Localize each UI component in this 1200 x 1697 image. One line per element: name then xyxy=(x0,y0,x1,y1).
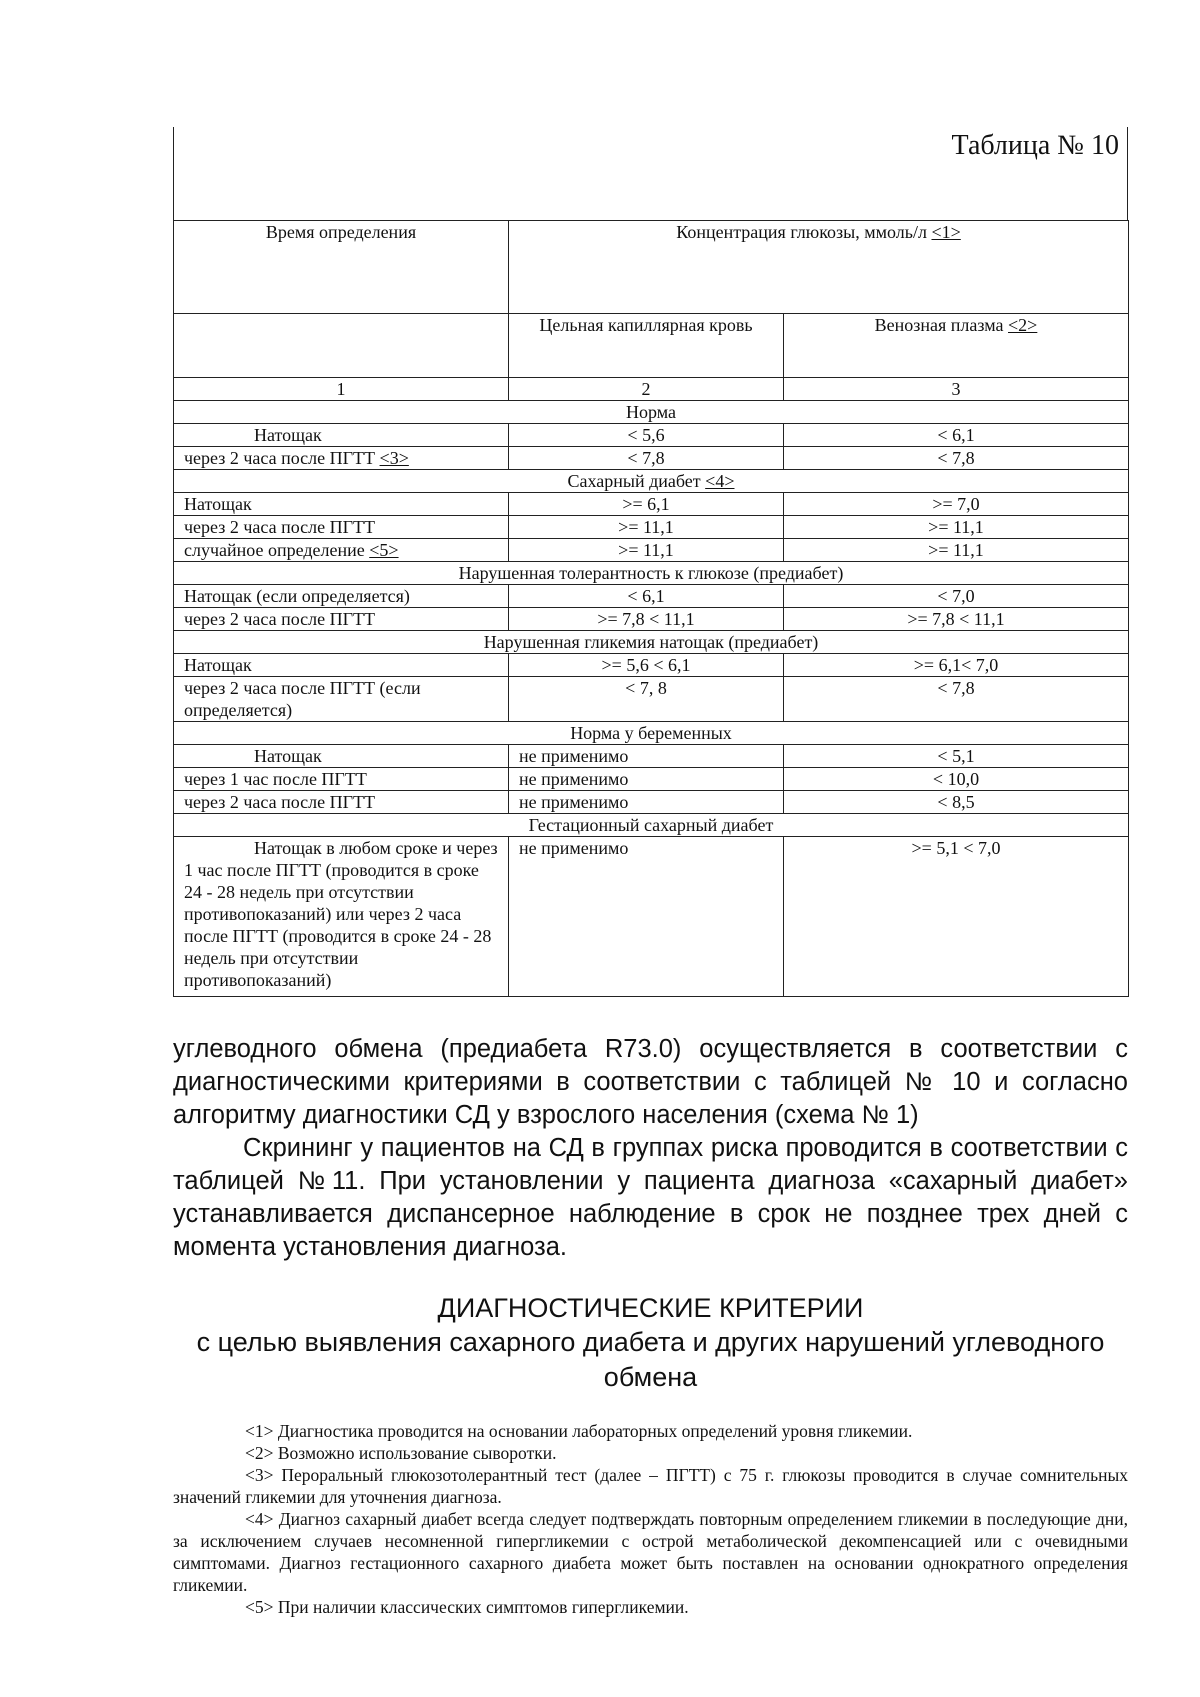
column-number-row: 1 2 3 xyxy=(174,378,1129,401)
header-empty-cell xyxy=(174,314,509,378)
section-title-igt: Нарушенная толерантность к глюкозе (предиабет) xyxy=(174,562,1129,585)
table-row: Натощак >= 5,6 < 6,1 >= 6,1< 7,0 xyxy=(174,654,1129,677)
ref-link-3[interactable]: <3> xyxy=(379,448,409,468)
table-row: случайное определение <5> >= 11,1 >= 11,1 xyxy=(174,539,1129,562)
table-subheader-row xyxy=(174,314,1129,378)
section-title-diabetes: Сахарный диабет <4> xyxy=(174,470,1129,493)
footnotes xyxy=(173,1420,1128,1618)
glucose-criteria-table xyxy=(173,220,1129,997)
table-row: Натощак (если определяется) < 6,1 < 7,0 xyxy=(174,585,1129,608)
footnote-5: <5> При наличии классических симптомов гипергликемии. xyxy=(245,1597,689,1617)
footnote-1: <1> Диагностика проводится на основании лабораторных определений уровня гликемии. xyxy=(245,1421,913,1441)
section-title-gdm: Гестационный сахарный диабет xyxy=(174,814,1129,837)
section-subheading: с целью выявления сахарного диабета и других нарушений углеводного обмена xyxy=(196,1327,1105,1392)
table-row: через 2 часа после ПГТТ >= 11,1 >= 11,1 xyxy=(174,516,1129,539)
section-title-pregnant: Норма у беременных xyxy=(174,722,1129,745)
footnote-2: <2> Возможно использование сыворотки. xyxy=(245,1443,557,1463)
footnote-4: <4> Диагноз сахарный диабет всегда следует подтверждать повторным определением гликемии в последующие дни, за исключением случаев несомненной гипергликемии с острой метаболической декомпенсацией или с очевидными симптомами. Диагноз гестационного сахарного диабета может быть поставлен на основании однократного определения гликемии. xyxy=(173,1509,1128,1595)
table-row: Натощак >= 6,1 >= 7,0 xyxy=(174,493,1129,516)
table-row: через 2 часа после ПГТТ (если определяется) < 7, 8 < 7,8 xyxy=(174,677,1129,722)
table-header-row xyxy=(174,221,1129,314)
ref-link-4[interactable]: <4> xyxy=(705,471,735,491)
table-row: через 1 час после ПГТТ не применимо < 10,0 xyxy=(174,768,1129,791)
ref-link-2[interactable]: <2> xyxy=(1008,315,1038,335)
ref-link-5[interactable]: <5> xyxy=(369,540,399,560)
table-row: через 2 часа после ПГТТ не применимо < 8,5 xyxy=(174,791,1129,814)
body-paragraph-2: Скрининг у пациентов на СД в группах риска проводится в соответствии с таблицей №11. При установлении у пациента диагноза «сахарный диабет» устанавливается диспансерное наблюдение в срок не позднее трех дней с момента установления диагноза. xyxy=(173,1134,1128,1261)
criteria-table-block xyxy=(173,127,1128,997)
footnote-3: <3> Пероральный глюкозотолерантный тест (далее – ПГТТ) с 75 г. глюкозы проводится в случае сомнительных значений гликемии для уточнения диагноза. xyxy=(173,1465,1128,1507)
ref-link-1[interactable]: <1> xyxy=(931,222,961,242)
table-row: через 2 часа после ПГТТ <3> < 7,8 < 7,8 xyxy=(174,447,1129,470)
table-row: Натощак < 5,6 < 6,1 xyxy=(174,424,1129,447)
header-venous-cell: Венозная плазма <2> xyxy=(784,314,1129,378)
table-row: через 2 часа после ПГТТ >= 7,8 < 11,1 >= 7,8 < 11,1 xyxy=(174,608,1129,631)
header-capillary-cell: Цельная капиллярная кровь xyxy=(509,314,784,378)
body-paragraph-1: углеводного обмена (предиабета R73.0) осуществляется в соответствии с диагностическими критериями в соответствии с таблицей № 10 и согласно алгоритму диагностики СД у взрослого населения (схема № 1) xyxy=(173,1035,1128,1129)
table-row: Натощак в любом сроке и через 1 час после ПГТТ (проводится в сроке 24 - 28 недель при отсутствии противопоказаний) или через 2 часа после ПГТТ (проводится в сроке 24 - 28 недель при отсутствии противопоказаний) не применимо >= 5,1 < 7,0 xyxy=(174,837,1129,997)
section-title-norm: Норма xyxy=(174,401,1129,424)
section-title-ifg: Нарушенная гликемия натощак (предиабет) xyxy=(174,631,1129,654)
table-caption: Таблица № 10 xyxy=(951,130,1119,161)
section-heading: ДИАГНОСТИЧЕСКИЕ КРИТЕРИИ xyxy=(437,1293,864,1323)
table-row: Натощак не применимо < 5,1 xyxy=(174,745,1129,768)
table-caption-cell xyxy=(173,127,1128,220)
header-concentration-cell: Концентрация глюкозы, ммоль/л <1> xyxy=(509,221,1129,314)
header-time-cell: Время определения xyxy=(174,221,509,314)
